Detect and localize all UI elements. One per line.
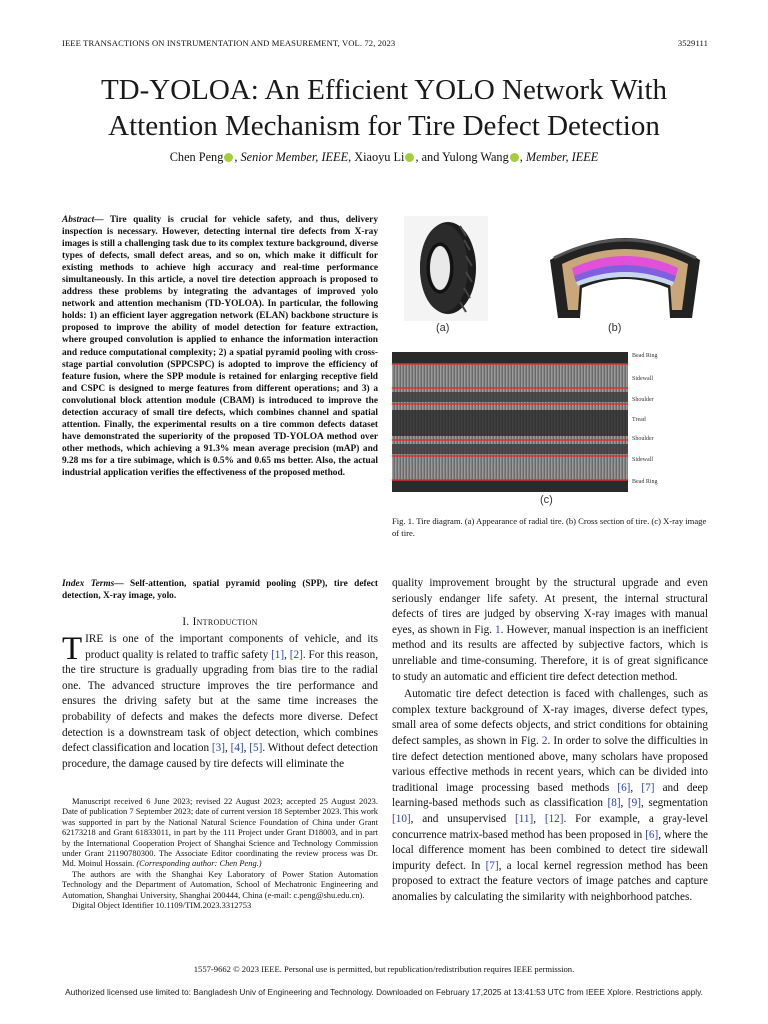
paragraph-text: Automatic tire defect detection is faced with challenges, such as complex texture background of X-ray images, diverse defect types, small area of some defects objects, and strict conditions for obtaining defect samples, as shown in Fig. bbox=[392, 688, 708, 747]
legend-item: Shoulder bbox=[632, 397, 654, 403]
label-b: (b) bbox=[608, 322, 622, 334]
section-title: Introduction bbox=[192, 616, 258, 628]
doi-note: Digital Object Identifier 10.1109/TIM.2023.3312753 bbox=[72, 900, 252, 911]
figure-link[interactable]: 1 bbox=[495, 623, 501, 636]
author-line bbox=[40, 150, 728, 165]
license-notice: Authorized licensed use limited to: Bangladesh Univ of Engineering and Technology. Downloaded on February 17,2025 at 13:41:53 UTC from IEEE Xplore. Restrictions apply. bbox=[65, 987, 703, 997]
citation-link[interactable]: [11] bbox=[515, 812, 534, 825]
legend-item: Bead Ring bbox=[632, 479, 658, 485]
label-a: (a) bbox=[436, 322, 450, 334]
citation-link[interactable]: [10] bbox=[392, 812, 411, 825]
separator: , bbox=[243, 742, 250, 755]
paragraph-text: . For example, a gray-level concurrence matrix-based method has been proposed in bbox=[392, 812, 708, 841]
separator: , bbox=[224, 742, 231, 755]
footnote-text: Manuscript received 6 June 2023; revised 22 August 2023; accepted 25 August 2023. Date of publication 7 September 2023; date of current version 18 September 2023. This work was supported in part by the National Natural Science Foundation of China under Grant 62173218 and Grant 61833011, in part by the 111 Project under Grant D18003, and in part by the International Cooperation Project of Shanghai Science and Technology Commission under Grant 21190780300. The Associate Editor coordinating the review process was Dr. Md. Moinul Hossain. bbox=[62, 796, 378, 869]
citation-link[interactable]: [12] bbox=[544, 812, 564, 825]
title-line-1: TD-YOLOA: An Efficient YOLO Network With bbox=[100, 74, 668, 106]
section-number: I. bbox=[182, 616, 193, 628]
citation-link[interactable]: [8] bbox=[607, 797, 621, 810]
citation-link[interactable]: [7] bbox=[485, 859, 499, 872]
legend-item: Sidewall bbox=[632, 376, 653, 382]
xray-image bbox=[392, 352, 628, 492]
citation-link[interactable]: [9] bbox=[627, 797, 641, 810]
paper-title bbox=[40, 72, 728, 144]
paragraph-text: , where the local difference moment has been combined to detect tire sidewall impurity defect. In bbox=[392, 828, 708, 872]
separator: , bbox=[284, 648, 290, 661]
orcid-icon[interactable] bbox=[405, 153, 414, 162]
abstract-text: — Tire quality is crucial for vehicle safety, and thus, delivery inspection is necessary. However, detecting internal tire defects from X-ray images is still a challenging task due to its complex texture background, diverse types of defects, small defect areas, and so on, which make it difficult for existing methods to achieve high accuracy and real-time performance simultaneously. In this article, a novel tire detection approach is proposed to address these problems by integrating the advantages of improved yolo network and attention mechanism (TD-YOLOA). In particular, the following holds: 1) an efficient layer aggregation network (ELAN) backbone structure is proposed to improve the ability of model detection for feature extraction, where grouped convolution is applied to enhance the information interaction and reduce computational complexity; 2) a spatial pyramid pooling with cross-stage partial convolution (SPPCSPC) is adopted to improve the efficiency of feature fusion, where the SPP module is retained for enlarging receptive field and CSPC is designed to merge features from different operations; and 3) a convolutional block attention module (CBAM) is introduced to improve the detection accuracy of small tire defects, which combines channel and spatial attention. Finally, the experimental results on a tire common defects dataset have demonstrated the superiority of the proposed TD-YOLOA method over other methods, which achieving a 91.3% mean average precision (mAP) and 9.28 ms for a tire subimage, which is 0.5% and 0.65 ms better. Also, the actual industrial application verifies the effectiveness of the proposed method. bbox=[62, 215, 378, 478]
drop-cap: T bbox=[62, 631, 83, 667]
author-3: , and Yulong Wang bbox=[415, 150, 509, 164]
orcid-icon[interactable] bbox=[510, 153, 519, 162]
intro-paragraph bbox=[62, 632, 378, 772]
author-2: , Xiaoyu Li bbox=[348, 150, 405, 164]
index-terms-label: Index Terms bbox=[62, 579, 115, 589]
paragraph-text: IRE is one of the important components of vehicle, and its product quality is related to traffic safety bbox=[85, 633, 378, 661]
footnote bbox=[62, 796, 378, 910]
figure-caption: Fig. 1. Tire diagram. (a) Appearance of radial tire. (b) Cross section of tire. (c) X-ray image of tire. bbox=[392, 516, 707, 538]
citation-link[interactable]: [3] bbox=[211, 742, 225, 755]
manuscript-note bbox=[62, 796, 378, 869]
article-number: 3529111 bbox=[677, 38, 708, 48]
paragraph-text: , segmentation bbox=[640, 797, 708, 810]
index-terms bbox=[62, 578, 378, 602]
corresponding-author: (Corresponding author: Chen Peng.) bbox=[136, 858, 262, 869]
legend-item: Shoulder bbox=[632, 436, 654, 442]
author-1: Chen Peng bbox=[169, 150, 224, 164]
author-1-role: , Senior Member, IEEE bbox=[234, 150, 349, 164]
paragraph-text: . For this reason, the tire structure is gradually upgrading from bias tire to the radial one. The advanced structure improves the tire performance and ensures the driving safety but at the same time increases the probability of defects and makes the defects more diverse. Defect detection is a downstream task of object detection, which combines defect classification and location bbox=[62, 648, 378, 755]
figure-1 bbox=[392, 216, 708, 512]
legend-item: Bead Ring bbox=[632, 353, 658, 359]
tire-photo bbox=[404, 216, 488, 321]
paragraph-text: . However, manual inspection is an inefficient method and its results are affected by subjective factors, which is unreliable and time-consuming. Therefore, it is of great significance to study an automatic and efficient tire defect detection method. bbox=[392, 623, 708, 683]
paragraph-text: quality improvement brought by the structural upgrade and even seriously endanger life safety. At present, the internal structural defects of tires are judged by observing X-ray images with manual eyes, as shown in Fig. bbox=[392, 577, 708, 636]
paragraph-text: . Without defect detection procedure, the damage caused by tire defects will eliminate the bbox=[62, 742, 378, 770]
running-header: IEEE TRANSACTIONS ON INSTRUMENTATION AND MEASUREMENT, VOL. 72, 2023 bbox=[62, 38, 396, 48]
citation-link[interactable]: [2] bbox=[289, 648, 303, 661]
paragraph-text: , a local kernel regression method has been proposed to extract the feature vectors of image patches and capture anomalies by calculating the similarity with neighborhood patches. bbox=[392, 859, 708, 903]
abstract bbox=[62, 214, 378, 479]
index-terms-text: — Self-attention, spatial pyramid pooling (SPP), tire defect detection, X-ray image, yolo. bbox=[62, 579, 379, 602]
citation-link[interactable]: [6] bbox=[617, 781, 631, 794]
citation-link[interactable]: [4] bbox=[230, 742, 244, 755]
citation-link[interactable]: [7] bbox=[641, 781, 655, 794]
paragraph: Automatic tire defect detection is faced with challenges, such as complex texture background of X-ray images, diverse defect types, small area of some defects objects, and strict conditions for obtaining defect samples, as shown in Fig. 2. In order to solve the difficulties in tire defect detection mentioned above, many scholars have proposed various effective methods in recent years, which can be divided into traditional image processing based methods [6], [7] and deep learning-based methods such as classification [8], [9], segmentation [10], and unsupervised [11], [12]. For example, a gray-level concurrence matrix-based method has been proposed in [6], where the local difference moment has been combined to detect tire sidewall impurity defect. In [7], a local kernel regression method has been proposed to extract the feature vectors of image patches and capture anomalies by calculating the similarity with neighborhood patches. bbox=[392, 688, 709, 903]
figure-link[interactable]: 2 bbox=[541, 734, 548, 747]
legend-item: Tread bbox=[632, 417, 646, 423]
citation-link[interactable]: [5] bbox=[249, 742, 263, 755]
title-line-2: Attention Mechanism for Tire Defect Detection bbox=[108, 110, 660, 142]
citation-link[interactable]: [1] bbox=[271, 648, 285, 661]
orcid-icon[interactable] bbox=[224, 153, 233, 162]
tire-cross-section bbox=[542, 220, 708, 324]
label-c: (c) bbox=[540, 494, 553, 506]
right-column-text bbox=[392, 576, 708, 905]
copyright-notice: 1557-9662 © 2023 IEEE. Personal use is permitted, but republication/redistribution requires IEEE permission. bbox=[193, 964, 575, 974]
author-3-role: , Member, IEEE bbox=[519, 150, 599, 164]
affiliation-note: The authors are with the Shanghai Key Laboratory of Power Station Automation Technology and the Department of Automation, School of Mechatronic Engineering and Automation, Shanghai University, Shanghai 200444, China (e-mail: c.peng@shu.edu.cn). bbox=[62, 868, 378, 900]
abstract-label: Abstract bbox=[62, 215, 95, 225]
paragraph-text: and deep learning-based methods such as classification bbox=[392, 781, 709, 810]
paragraph-text: . In order to solve the difficulties in tire defect detection mentioned above, many scholars have proposed various effective methods in recent years, which can be divided into traditional image processing based methods bbox=[392, 734, 709, 794]
paragraph bbox=[392, 576, 708, 685]
paragraph-text: , and unsupervised bbox=[410, 812, 516, 825]
legend-item: Sidewall bbox=[632, 457, 653, 463]
citation-link[interactable]: [6] bbox=[645, 828, 659, 841]
section-heading bbox=[62, 616, 378, 628]
